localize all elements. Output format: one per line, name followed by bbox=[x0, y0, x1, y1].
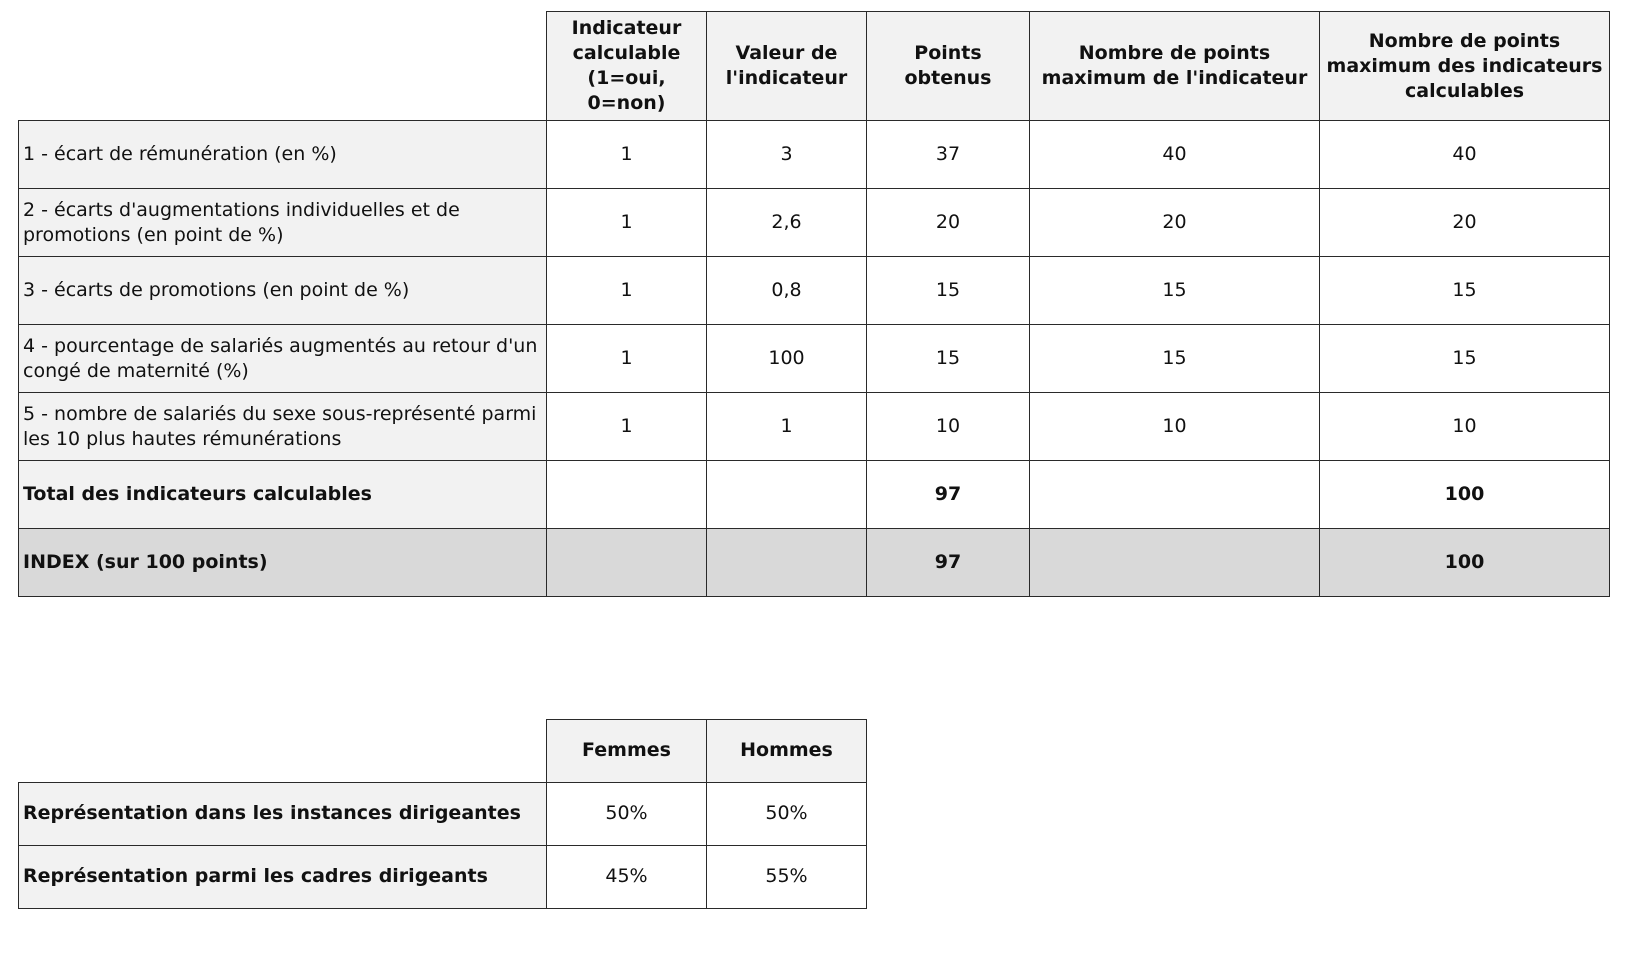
table-row bbox=[19, 782, 867, 845]
header-calculable: Indicateur calculable (1=oui, 0=non) bbox=[547, 12, 707, 121]
total-calculable-empty bbox=[547, 461, 707, 529]
cell-points: 15 bbox=[867, 325, 1030, 393]
row-label: 5 - nombre de salariés du sexe sous-représenté parmi les 10 plus hautes rémunérations bbox=[19, 393, 547, 461]
total-label: Total des indicateurs calculables bbox=[19, 461, 547, 529]
cell-points: 10 bbox=[867, 393, 1030, 461]
total-max-calculables: 100 bbox=[1320, 461, 1610, 529]
cell-calculable: 1 bbox=[547, 393, 707, 461]
cell-valeur: 2,6 bbox=[707, 189, 867, 257]
index-label: INDEX (sur 100 points) bbox=[19, 529, 547, 597]
index-row bbox=[19, 529, 1610, 597]
table-row bbox=[19, 189, 1610, 257]
cell-valeur: 3 bbox=[707, 121, 867, 189]
cell-calculable: 1 bbox=[547, 189, 707, 257]
index-max-calculables: 100 bbox=[1320, 529, 1610, 597]
header-points: Points obtenus bbox=[867, 12, 1030, 121]
corner-cell bbox=[19, 12, 547, 121]
cell-max-calculables: 40 bbox=[1320, 121, 1610, 189]
cell-hommes: 50% bbox=[707, 782, 867, 845]
cell-hommes: 55% bbox=[707, 845, 867, 908]
gender-representation-table bbox=[18, 719, 867, 909]
cell-calculable: 1 bbox=[547, 257, 707, 325]
total-max-indicateur-empty bbox=[1030, 461, 1320, 529]
cell-max-calculables: 20 bbox=[1320, 189, 1610, 257]
total-points: 97 bbox=[867, 461, 1030, 529]
header-femmes: Femmes bbox=[547, 720, 707, 783]
cell-points: 20 bbox=[867, 189, 1030, 257]
row-label: 4 - pourcentage de salariés augmentés au retour d'un congé de maternité (%) bbox=[19, 325, 547, 393]
cell-valeur: 0,8 bbox=[707, 257, 867, 325]
cell-max-indicateur: 40 bbox=[1030, 121, 1320, 189]
index-points: 97 bbox=[867, 529, 1030, 597]
table-row bbox=[19, 845, 867, 908]
indicators-header-row bbox=[19, 12, 1610, 121]
row-label: 3 - écarts de promotions (en point de %) bbox=[19, 257, 547, 325]
cell-femmes: 50% bbox=[547, 782, 707, 845]
row-label: 2 - écarts d'augmentations individuelles et de promotions (en point de %) bbox=[19, 189, 547, 257]
cell-max-calculables: 10 bbox=[1320, 393, 1610, 461]
gender-header-row bbox=[19, 720, 867, 783]
cell-max-indicateur: 20 bbox=[1030, 189, 1320, 257]
cell-max-calculables: 15 bbox=[1320, 325, 1610, 393]
table-row bbox=[19, 121, 1610, 189]
corner-cell bbox=[19, 720, 547, 783]
index-calculable-empty bbox=[547, 529, 707, 597]
cell-points: 37 bbox=[867, 121, 1030, 189]
row-label: 1 - écart de rémunération (en %) bbox=[19, 121, 547, 189]
header-hommes: Hommes bbox=[707, 720, 867, 783]
header-valeur: Valeur de l'indicateur bbox=[707, 12, 867, 121]
index-valeur-empty bbox=[707, 529, 867, 597]
total-valeur-empty bbox=[707, 461, 867, 529]
cell-valeur: 1 bbox=[707, 393, 867, 461]
cell-max-calculables: 15 bbox=[1320, 257, 1610, 325]
table-row bbox=[19, 393, 1610, 461]
cell-max-indicateur: 15 bbox=[1030, 257, 1320, 325]
table-row bbox=[19, 325, 1610, 393]
header-max-calculables: Nombre de points maximum des indicateurs calculables bbox=[1320, 12, 1610, 121]
header-max-indicateur: Nombre de points maximum de l'indicateur bbox=[1030, 12, 1320, 121]
indicators-table bbox=[18, 11, 1610, 597]
cell-calculable: 1 bbox=[547, 121, 707, 189]
cell-femmes: 45% bbox=[547, 845, 707, 908]
cell-valeur: 100 bbox=[707, 325, 867, 393]
table-row bbox=[19, 257, 1610, 325]
cell-max-indicateur: 15 bbox=[1030, 325, 1320, 393]
row-label: Représentation dans les instances dirigeantes bbox=[19, 782, 547, 845]
index-max-indicateur-empty bbox=[1030, 529, 1320, 597]
cell-calculable: 1 bbox=[547, 325, 707, 393]
cell-max-indicateur: 10 bbox=[1030, 393, 1320, 461]
total-row bbox=[19, 461, 1610, 529]
row-label: Représentation parmi les cadres dirigeants bbox=[19, 845, 547, 908]
cell-points: 15 bbox=[867, 257, 1030, 325]
